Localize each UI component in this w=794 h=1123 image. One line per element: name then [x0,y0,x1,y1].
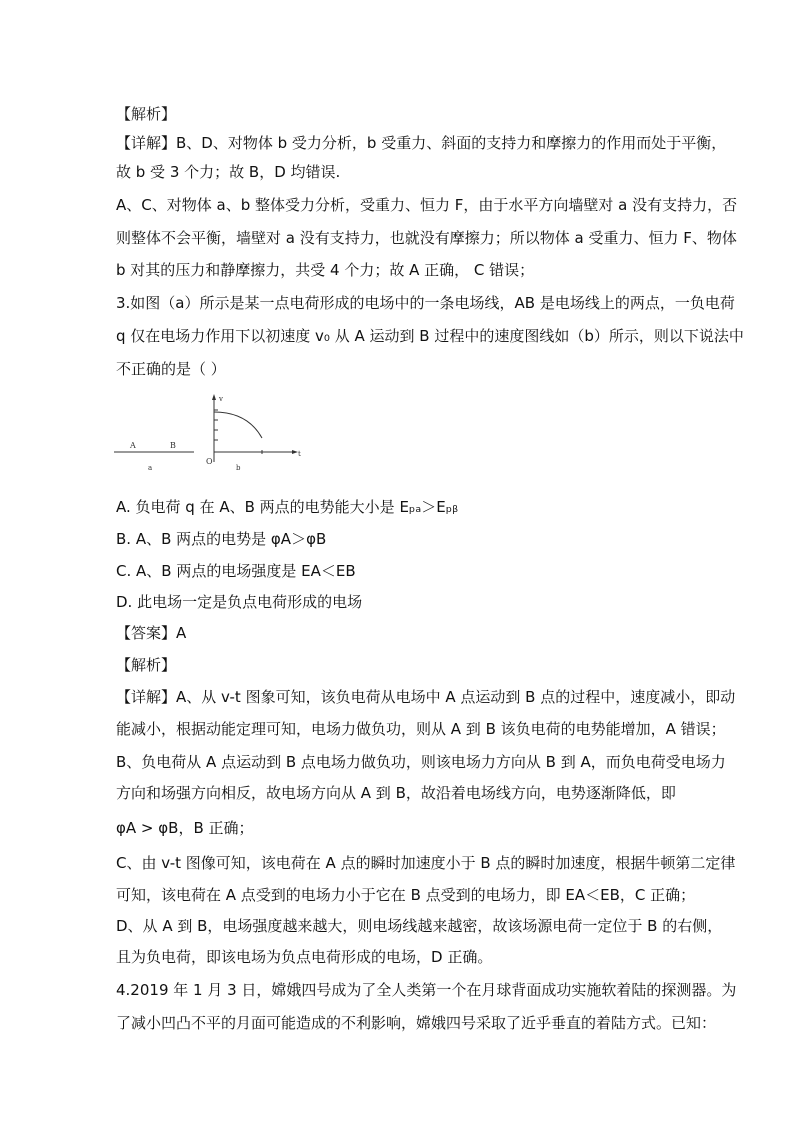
v-axis-label: v [219,395,223,403]
option-a: A. 负电荷 q 在 A、B 两点的电势能大小是 Eₚₐ＞Eₚᵦ [116,498,459,516]
text-line: 方向和场强方向相反，故电场方向从 A 到 B，故沿着电场线方向，电势逐渐降低，即 [116,784,676,802]
text-line: 故 b 受 3 个力；故 B，D 均错误. [116,163,341,181]
analysis-heading-1: 【解析】 [116,105,177,123]
text-line: b 对其的压力和静摩擦力，共受 4 个力；故 A 正确， C 错误； [116,261,535,279]
text-line: 【详解】A、从 v-t 图象可知，该负电荷从电场中 A 点运动到 B 点的过程中，速度减小，即动 [116,688,736,706]
analysis-heading-2: 【解析】 [116,656,177,674]
text-line: 则整体不会平衡，墙壁对 a 没有支持力，也就没有摩擦力；所以物体 a 受重力、恒力 F、物体 [116,229,737,247]
text-line: B、负电荷从 A 点运动到 B 点电场力做负功，则该电场力方向从 B 到 A，而负电荷受电场力 [116,753,726,771]
text-line: 可知，该电荷在 A 点受到的电场力小于它在 B 点受到的电场力，即 EA＜EB，C 正确； [116,886,696,904]
text-line: 【详解】B、D、对物体 b 受力分析，b 受重力、斜面的支持力和摩擦力的作用而处于平衡， [116,134,727,152]
option-d: D. 此电场一定是负点电荷形成的电场 [116,593,363,611]
answer-line: 【答案】A [116,624,187,642]
origin-label: O [206,457,213,466]
text-line: 且为负电荷，即该电场为负点电荷形成的电场，D 正确。 [116,948,493,966]
question-3-line: 3.如图（a）所示是某一点电荷形成的电场中的一条电场线，AB 是电场线上的两点，一负电荷 [116,294,735,312]
text-line: D、从 A 到 B，电场强度越来越大，则电场线越来越密，故该场源电荷一定位于 B 的右侧， [116,917,723,935]
velocity-curve [214,412,262,438]
text-line: C、由 v-t 图像可知，该电荷在 A 点的瞬时加速度小于 B 点的瞬时加速度，根据牛顿第二定律 [116,854,736,872]
t-axis-label: t [298,450,301,458]
question-4-line: 4.2019 年 1 月 3 日，嫦娥四号成为了全人类第一个在月球背面成功实施软着陆的探测器。为 [116,981,737,999]
question-3-line: q 仅在电场力作用下以初速度 v₀ 从 A 运动到 B 过程中的速度图线如（b）所示，则以下说法中 [116,327,744,345]
figure-b-caption: b [236,464,241,472]
figure-a-caption: a [148,464,153,472]
text-line: 能减小，根据动能定理可知，电场力做负功，则从 A 到 B 该负电荷的电势能增加，A 错误； [116,720,726,738]
text-line: A、C、对物体 a、b 整体受力分析，受重力、恒力 F，由于水平方向墙壁对 a 没有支持力，否 [116,196,738,214]
figure-field-line-and-vt-graph [110,392,310,476]
option-c: C. A、B 两点的电场强度是 EA＜EB [116,562,356,580]
point-b-label: B [170,441,176,450]
question-4-line: 了减小凹凸不平的月面可能造成的不利影响，嫦娥四号采取了近乎垂直的着陆方式。已知： [116,1014,717,1032]
text-line: φA > φB，B 正确； [116,819,254,837]
question-3-line: 不正确的是（ ） [116,360,226,378]
point-a-label: A [130,441,136,450]
option-b: B. A、B 两点的电势是 φA＞φB [116,530,327,548]
v-axis-arrow [212,394,216,400]
